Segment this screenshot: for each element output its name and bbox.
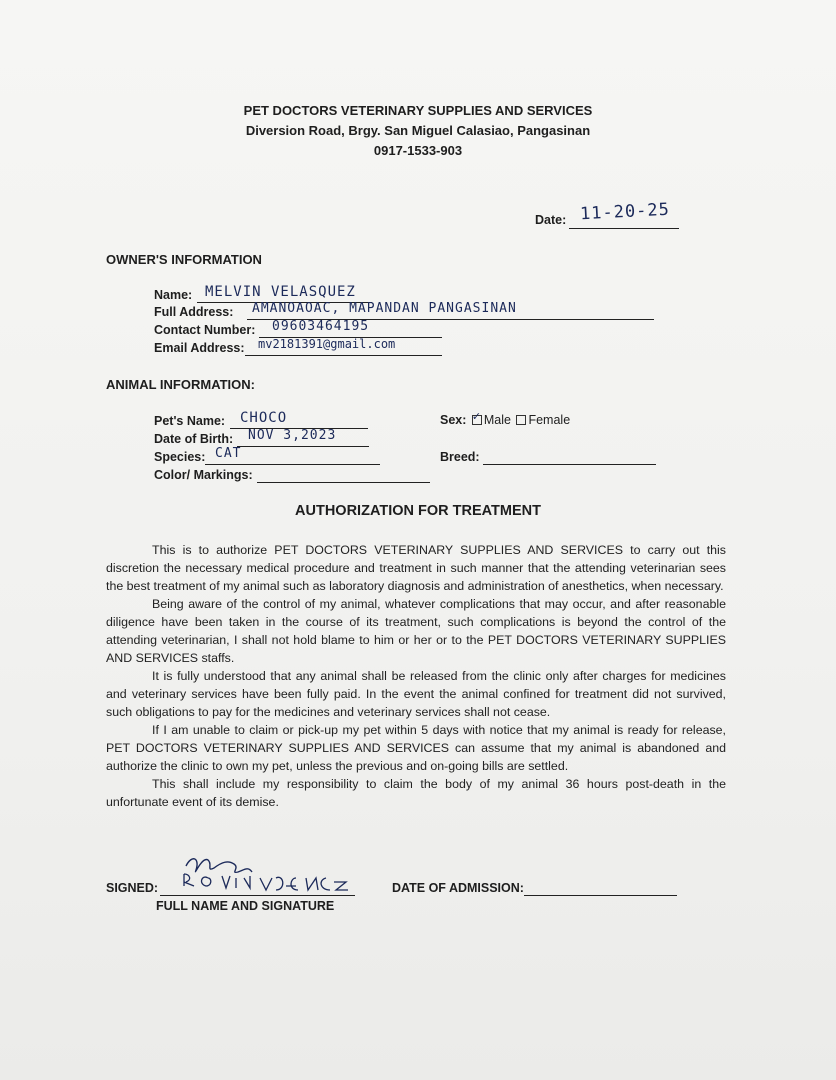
species-label: Species:: [154, 450, 206, 464]
email-address-value[interactable]: mv2181391@gmail.com: [258, 337, 396, 351]
name-label: Name:: [154, 288, 193, 302]
paragraph-3: It is fully understood that any animal shall be released from the clinic only after charges for medicines and veterinary services have been fully paid. In the event the animal confined for treatment did not survived, such obligations to pay for the medicines and veterinary services shall not cease.: [106, 669, 726, 719]
color-markings-line[interactable]: [257, 482, 430, 483]
clinic-address: Diversion Road, Brgy. San Miguel Calasiao, Pangasinan: [245, 123, 591, 138]
contact-number-value[interactable]: 09603464195: [272, 319, 370, 334]
paragraph-4: If I am unable to claim or pick-up my pet within 5 days with notice that my animal is ready for release, PET DOCTORS VETERINARY SUPPLIES AND SERVICES can assume that my animal is abandoned and authorize the clinic to own my pet, unless the previous and on-going bills are settled.: [106, 723, 726, 773]
date-label: Date:: [535, 213, 567, 227]
female-checkbox[interactable]: [516, 415, 526, 425]
dob-line: [237, 446, 369, 447]
handwritten-signature[interactable]: [170, 848, 355, 896]
authorization-title: AUTHORIZATION FOR TREATMENT: [295, 503, 541, 519]
clinic-phone: 0917-1533-903: [373, 143, 463, 158]
species-value[interactable]: CAT: [215, 446, 242, 461]
female-option-label: Female: [528, 413, 571, 427]
full-address-label: Full Address:: [154, 305, 234, 319]
date-of-admission-line[interactable]: [524, 895, 677, 896]
sex-field: [440, 413, 570, 427]
signed-label: SIGNED:: [106, 881, 159, 895]
paragraph-2: Being aware of the control of my animal, whatever complications that may occur, and after reasonable diligence have been taken in the course of its treatment, such complications is beyond the control of the attending veterinarian, I shall not hold blame to him or her or to the PET DOCTORS VETERINARY SUPPLIES AND SERVICES staffs.: [106, 597, 726, 665]
color-markings-label: Color/ Markings:: [154, 468, 253, 482]
paragraph-5: This shall include my responsibility to claim the body of my animal 36 hours post-death in the unfortunate event of its demise.: [106, 777, 726, 809]
full-address-value[interactable]: AMANOAOAC, MAPANDAN PANGASINAN: [252, 301, 517, 316]
paragraph-1: This is to authorize PET DOCTORS VETERINARY SUPPLIES AND SERVICES to carry out this discretion the necessary medical procedure and treatment in such manner that the attending veterinarian sees the best treatment of my animal such as laboratory diagnosis and administration of anesthetics, when necessary.: [106, 543, 726, 593]
date-of-admission-label: DATE OF ADMISSION:: [392, 881, 524, 895]
sex-label: Sex:: [440, 413, 467, 427]
name-value[interactable]: MELVIN VELASQUEZ: [205, 284, 356, 300]
date-of-birth-value[interactable]: NOV 3,2023: [248, 428, 337, 443]
email-line: [245, 355, 442, 356]
clinic-name: PET DOCTORS VETERINARY SUPPLIES AND SERVICES: [243, 103, 593, 118]
male-option-label: Male: [483, 413, 511, 427]
authorization-body: [106, 541, 726, 811]
animal-info-heading: ANIMAL INFORMATION:: [106, 377, 255, 392]
breed-line[interactable]: [483, 464, 656, 465]
owners-info-heading: OWNER'S INFORMATION: [106, 252, 262, 267]
email-address-label: Email Address:: [154, 341, 245, 355]
contact-number-label: Contact Number:: [154, 323, 256, 337]
pets-name-label: Pet's Name:: [154, 414, 226, 428]
date-value[interactable]: 11-20-25: [579, 199, 671, 225]
male-checkbox[interactable]: [472, 415, 482, 425]
pets-name-value[interactable]: CHOCO: [240, 410, 288, 426]
breed-label: Breed:: [440, 450, 480, 464]
date-line: [569, 228, 679, 229]
species-line: [205, 464, 380, 465]
full-name-and-signature-label: FULL NAME AND SIGNATURE: [156, 899, 335, 913]
date-of-birth-label: Date of Birth:: [154, 432, 234, 446]
